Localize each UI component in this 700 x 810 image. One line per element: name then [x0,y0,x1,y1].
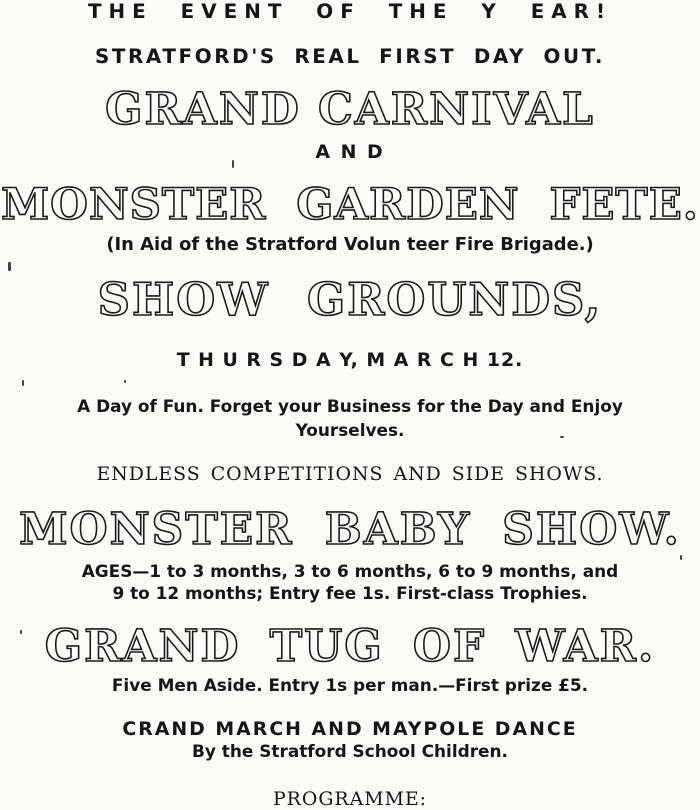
tug-of-war-title: GRAND TUG OF WAR. [44,621,656,672]
title-monster-garden-fete: MONSTER GARDEN FETE. [1,179,699,230]
tug-details: Five Men Aside. Entry 1s per man.—First prize £5. [111,675,589,695]
programme-heading: PROGRAMME: [272,788,428,810]
fun-line-2: Yourselves. [295,420,405,440]
ink-speck [560,436,564,438]
and-connector: A N D [315,141,385,163]
ink-speck [124,380,126,383]
charity-note: (In Aid of the Stratford Volun teer Fire Brigade.) [106,234,594,255]
ink-speck [680,555,682,560]
ink-speck [20,630,22,634]
ages-line-1: AGES—1 to 3 months, 3 to 6 months, 6 to 9 months, and [81,561,619,581]
fun-line-1: A Day of Fun. Forget your Business for the Day and Enjoy [77,396,623,416]
school-children-line: By the Stratford School Children. [192,741,508,761]
baby-show-title: MONSTER BABY SHOW. [19,504,681,555]
competitions-line: ENDLESS COMPETITIONS AND SIDE SHOWS. [96,463,604,485]
event-date: T H U R S D A Y, M A R C H 12. [176,349,524,371]
ink-speck [22,380,24,386]
ink-speck [8,262,11,271]
grand-march-line: CRAND MARCH AND MAYPOLE DANCE [122,718,578,740]
tagline: STRATFORD'S REAL FIRST DAY OUT. [94,45,606,68]
ink-speck [232,160,234,168]
headline: THE EVENT OF THE Y EAR! [87,0,613,23]
ages-line-2: 9 to 12 months; Entry fee 1s. First-class Trophies. [112,583,588,603]
title-grand-carnival: GRAND CARNIVAL [105,84,595,135]
venue-title: SHOW GROUNDS, [97,273,603,326]
